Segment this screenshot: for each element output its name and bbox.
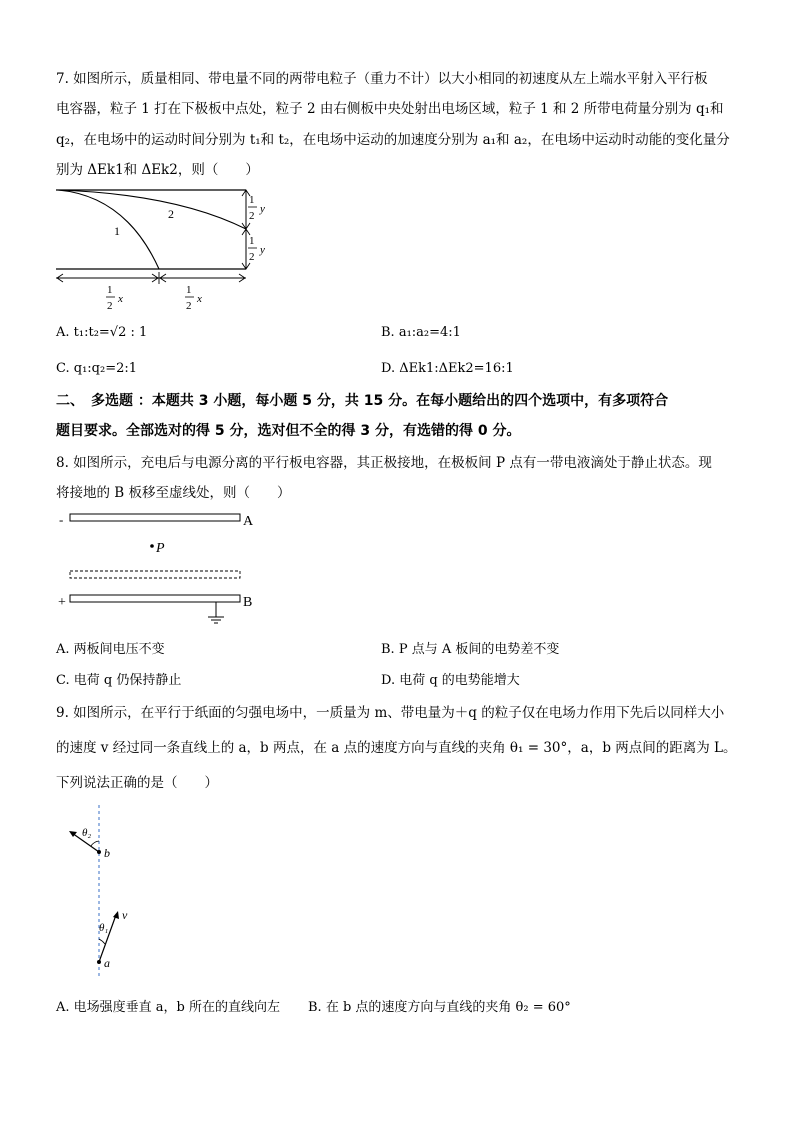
q7-trajectory-figure bbox=[56, 184, 286, 318]
q9-option-b: B. 在 b 点的速度方向与直线的夹角 θ₂ = 60° bbox=[308, 1000, 571, 1015]
label-theta1: θ₁ bbox=[99, 922, 109, 934]
q8-option-c: C. 电荷 q 仍保持静止 bbox=[56, 673, 182, 688]
q7-stem-line-2: 电容器，粒子 1 打在下极板中点处，粒子 2 由右侧板中央处射出电场区域，粒子 1 和 2 所带电荷量分别为 q₁和 bbox=[56, 101, 724, 117]
trajectory-1 bbox=[58, 190, 159, 269]
label-half-denominator-top: 2 bbox=[249, 210, 255, 222]
q8-option-d: D. 电荷 q 的电势能增大 bbox=[381, 673, 520, 688]
q8-capacitor-figure bbox=[56, 510, 276, 634]
q7-stem-line-1: 7. 如图所示，质量相同、带电量不同的两带电粒子（重力不计）以大小相同的初速度从左上端水平射入平行板 bbox=[56, 71, 708, 87]
label-half-denominator-bottom: 2 bbox=[249, 251, 255, 263]
label-y-bottom: y bbox=[260, 244, 265, 256]
q8-option-b: B. P 点与 A 板间的电势差不变 bbox=[381, 642, 560, 657]
q9-stem-line-1: 9. 如图所示，在平行于纸面的匀强电场中，一质量为 m、带电量为＋q 的粒子仅在电场力作用下先后以同样大小 bbox=[56, 705, 725, 721]
q9-stem-line-3: 下列说法正确的是（ ） bbox=[56, 775, 218, 791]
label-y-top: y bbox=[260, 203, 265, 215]
label-point-b: b bbox=[104, 846, 110, 860]
plate-b bbox=[70, 595, 240, 602]
point-p-dot bbox=[150, 544, 154, 548]
q7-option-d: D. ΔEk1:ΔEk2=16:1 bbox=[381, 361, 514, 376]
label-half-x-right-den: 2 bbox=[186, 300, 192, 312]
q7-stem-line-3: q₂，在电场中的运动时间分别为 t₁和 t₂，在电场中运动的加速度分别为 a₁和 a₂，在电场中运动时动能的变化量分 bbox=[56, 132, 730, 148]
label-particle-1: 1 bbox=[114, 224, 120, 238]
q7-option-c: C. q₁:q₂=2:1 bbox=[56, 361, 138, 376]
label-x-left: x bbox=[118, 293, 123, 305]
label-point-p: P bbox=[156, 541, 165, 556]
q8-option-a: A. 两板间电压不变 bbox=[56, 642, 165, 657]
label-half-numerator-bottom: 1 bbox=[249, 235, 255, 247]
velocity-arrow-a bbox=[113, 911, 119, 919]
label-plate-a: A bbox=[243, 514, 254, 529]
dashed-plate-position bbox=[70, 571, 240, 578]
q9-option-a: A. 电场强度垂直 a，b 所在的直线向左 bbox=[56, 1000, 280, 1015]
plus-sign: + bbox=[58, 595, 66, 610]
label-velocity-v: v bbox=[122, 908, 128, 922]
q9-velocity-figure bbox=[60, 805, 150, 980]
label-half-x-left-den: 2 bbox=[107, 300, 113, 312]
q8-stem-line-1: 8. 如图所示，充电后与电源分离的平行板电容器，其正极接地，在极板间 P 点有一带电液滴处于静止状态。现 bbox=[56, 455, 712, 471]
q7-option-a: A. t₁:t₂=√2 : 1 bbox=[56, 325, 148, 340]
label-particle-2: 2 bbox=[168, 207, 174, 221]
section2-heading-line-1: 二、 多选题 ：本题共 3 小题，每小题 5 分，共 15 分。在每小题给出的四个选项中，有多项符合 bbox=[56, 393, 669, 409]
label-half-x-left-num: 1 bbox=[107, 284, 113, 296]
plate-a bbox=[70, 514, 240, 521]
section2-heading-line-2: 题目要求。全部选对的得 5 分，选对但不全的得 3 分，有选错的得 0 分。 bbox=[56, 423, 521, 439]
q9-stem-line-2: 的速度 v 经过同一条直线上的 a，b 两点，在 a 点的速度方向与直线的夹角 θ₁ = 30°，a，b 两点间的距离为 L。 bbox=[56, 740, 737, 756]
label-theta2: θ₂ bbox=[82, 827, 92, 839]
q7-stem-line-4: 别为 ΔEk1和 ΔEk2，则（ ） bbox=[56, 162, 259, 178]
q8-stem-line-2: 将接地的 B 板移至虚线处，则（ ） bbox=[56, 485, 291, 501]
minus-sign: - bbox=[59, 512, 64, 527]
label-point-a: a bbox=[104, 956, 110, 970]
label-x-right: x bbox=[197, 293, 202, 305]
label-half-numerator-top: 1 bbox=[249, 194, 255, 206]
label-half-x-right-num: 1 bbox=[186, 284, 192, 296]
q7-option-b: B. a₁:a₂=4:1 bbox=[381, 325, 461, 340]
label-plate-b: B bbox=[243, 595, 253, 610]
